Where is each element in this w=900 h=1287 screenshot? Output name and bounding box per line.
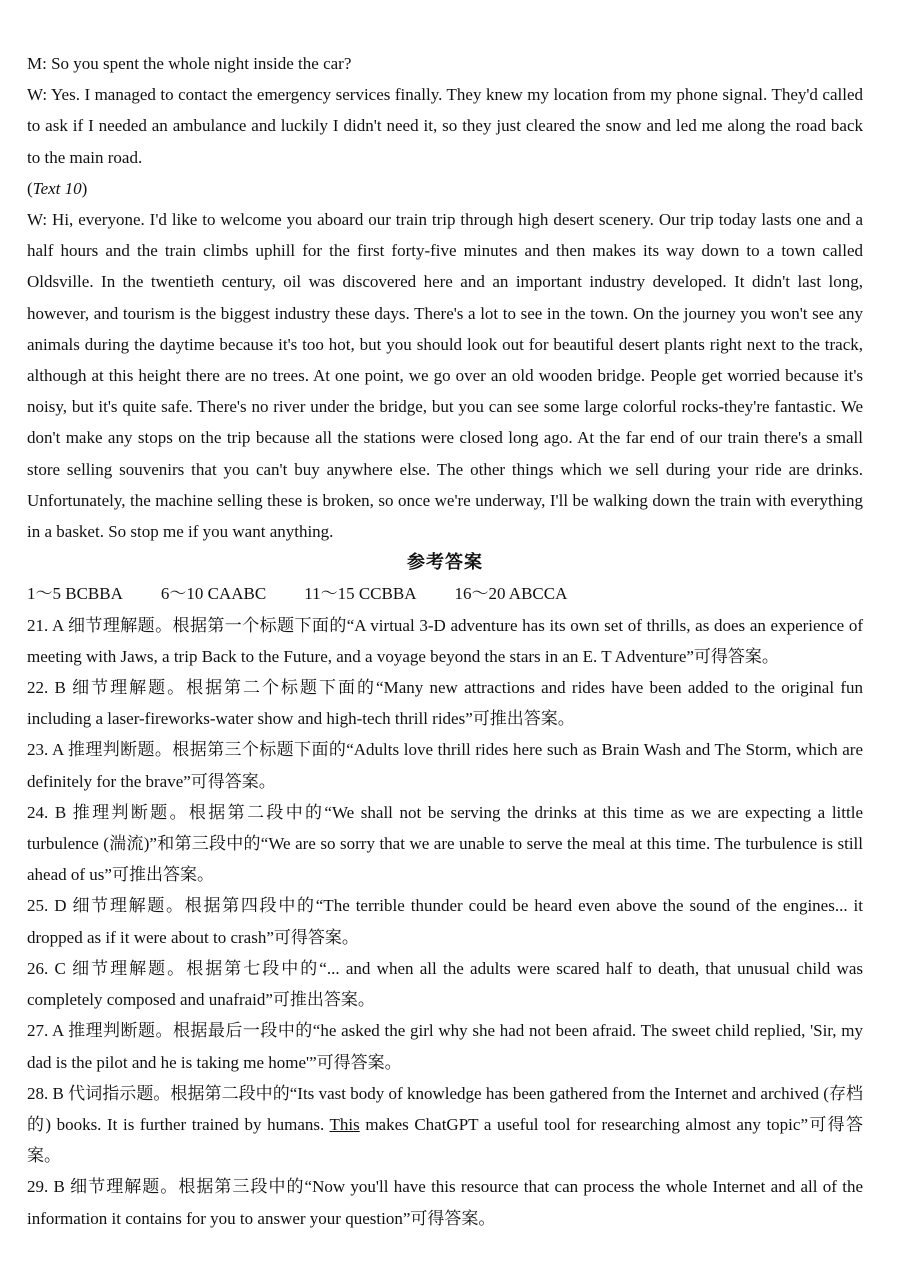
transcript-line-woman: W: Yes. I managed to contact the emergency services finally. They knew my location from my phone signal. They'd called to ask if I needed an ambulance and luckily I didn't need it, so they just cleared the snow and led me along the road back to the main road.: [27, 85, 863, 167]
answer-item-26: 26. C 细节理解题。根据第七段中的“... and when all the adults were scared half to death, that unusual child was completely composed and unafraid”可推出答案。: [27, 958, 863, 1010]
answer-group-11-15: 11～15 CCBBA: [304, 584, 417, 604]
answer-groups-row: [27, 578, 863, 609]
answer-item-28-underlined: This: [329, 1114, 360, 1134]
answer-item-21: 21. A 细节理解题。根据第一个标题下面的“A virtual 3-D adventure has its own set of thrills, as does an experience of meeting with Jaws, a trip Back to the Future, and a voyage beyond the stars in an E. T Adventure”可得答案。: [27, 615, 863, 666]
answer-item-28-before: 28. B 代词指示题。根据第二段中的“Its vast body of knowledge has been gathered from the Internet and archived (存档的) books. It is further trained by humans.: [27, 1083, 863, 1134]
text10-open-paren: (: [27, 178, 33, 198]
text10-label-line: [27, 173, 863, 204]
answers-heading: 参考答案: [407, 552, 483, 573]
answer-group-6-10: 6～10 CAABC: [160, 584, 267, 604]
text10-close-paren: ): [81, 178, 88, 198]
document-page: [27, 48, 863, 1234]
answer-item-29: 29. B 细节理解题。根据第三段中的“Now you'll have this resource that can process the whole Internet and all of the information it contains for you to answer your question”可得答案。: [27, 1177, 863, 1228]
answer-item-28-after: makes ChatGPT a useful tool for researching almost any topic”可得答案。: [27, 1114, 863, 1166]
text10-label: Text 10: [32, 178, 82, 198]
answer-item-23: 23. A 推理判断题。根据第三个标题下面的“Adults love thrill rides here such as Brain Wash and The Storm, which are definitely for the brave”可得答案。: [27, 740, 863, 791]
answer-item-24: 24. B 推理判断题。根据第二段中的“We shall not be serving the drinks at this time as we are expecting a little turbulence (湍流)”和第三段中的“We are so sorry that we are unable to serve the meal at this time. The turbulence is still ahead of us”可推出答案。: [27, 802, 863, 885]
answer-item-28: [27, 1078, 863, 1172]
answer-item-22: 22. B 细节理解题。根据第二个标题下面的“Many new attractions and rides have been added to the original fun including a laser-fireworks-water show and high-tech thrill rides”可推出答案。: [27, 678, 863, 729]
answer-group-1-5: 1～5 BCBBA: [27, 584, 123, 604]
answer-item-25: 25. D 细节理解题。根据第四段中的“The terrible thunder could be heard even above the sound of the engines... it dropped as if it were about to crash”可得答案。: [27, 896, 863, 947]
answer-item-27: 27. A 推理判断题。根据最后一段中的“he asked the girl why she had not been afraid. The sweet child replied, 'Sir, my dad is the pilot and he is taking me home'”可得答案。: [27, 1021, 863, 1072]
answer-group-16-20: 16～20 ABCCA: [454, 584, 568, 604]
transcript-line-man: M: So you spent the whole night inside the car?: [27, 54, 352, 73]
text10-body: W: Hi, everyone. I'd like to welcome you aboard our train trip through high desert scenery. Our trip today lasts one and a half hours and the train climbs uphill for the first forty-five minutes and then makes its way down to a town called Oldsville. In the twentieth century, oil was discovered here and an important industry developed. It didn't last long, however, and tourism is the biggest industry these days. There's a lot to see in the town. On the journey you won't see any animals during the daytime because it's too hot, but you should look out for beautiful desert plants right next to the track, although at this height there are no trees. At one point, we go over an old wooden bridge. People get worried because it's noisy, but it's quite safe. There's no river under the bridge, but you can see some large colorful rocks-they're fantastic. We don't make any stops on the trip because all the stations were closed long ago. At the far end of our train there's a small store selling souvenirs that you can't buy anywhere else. The other things which we sell during your ride are drinks. Unfortunately, the machine selling these is broken, so once we're underway, I'll be walking down the train with everything in a basket. So stop me if you want anything.: [27, 210, 863, 542]
